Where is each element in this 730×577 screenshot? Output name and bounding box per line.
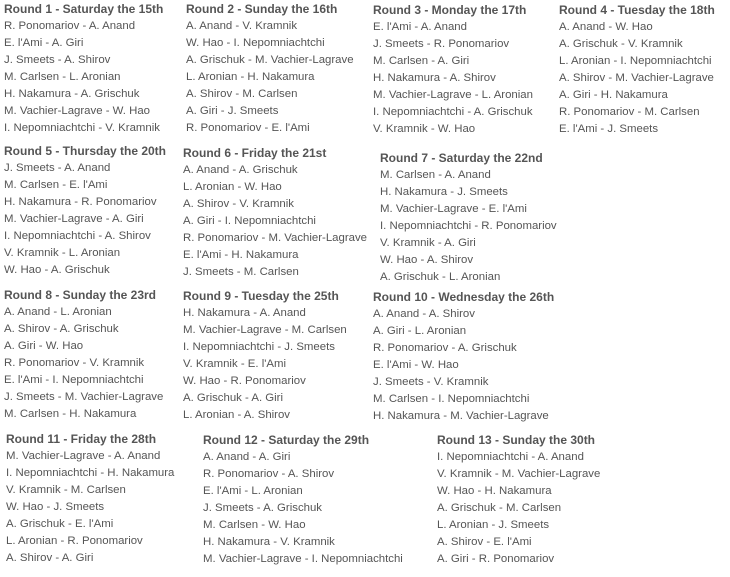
round-title: Round 8 - Sunday the 23rd	[4, 288, 157, 302]
game-pairing: A. Giri - I. Nepomniachtchi	[183, 215, 316, 227]
round-10	[373, 289, 554, 425]
game-pairing: H. Nakamura - J. Smeets	[380, 186, 508, 198]
game-list	[373, 306, 554, 425]
game-list	[559, 19, 715, 138]
game-pairing: R. Ponomariov - A. Shirov	[203, 468, 335, 480]
round-5	[4, 143, 166, 279]
game-list	[186, 18, 354, 137]
game-pairing: E. l'Ami - H. Nakamura	[183, 249, 299, 261]
round-8	[4, 287, 163, 423]
game-pairing: R. Ponomariov - E. l'Ami	[186, 122, 310, 134]
round-title: Round 3 - Monday the 17th	[373, 3, 527, 17]
game-pairing: R. Ponomariov - M. Carlsen	[559, 106, 700, 118]
game-list	[203, 449, 403, 568]
round-11	[6, 431, 174, 567]
game-pairing: I. Nepomniachtchi - R. Ponomariov	[380, 220, 557, 232]
round-title: Round 9 - Tuesday the 25th	[183, 289, 339, 303]
game-list	[373, 19, 533, 138]
game-pairing: I. Nepomniachtchi - J. Smeets	[183, 341, 335, 353]
game-pairing: J. Smeets - R. Ponomariov	[373, 38, 510, 50]
round-9	[183, 288, 347, 424]
round-title: Round 12 - Saturday the 29th	[203, 433, 370, 447]
game-pairing: A. Grischuk - L. Aronian	[380, 271, 501, 283]
game-pairing: A. Giri - W. Hao	[4, 340, 84, 352]
round-12	[203, 432, 403, 568]
game-pairing: W. Hao - A. Shirov	[380, 254, 474, 266]
game-pairing: L. Aronian - A. Shirov	[183, 409, 291, 421]
round-4	[559, 2, 715, 138]
game-pairing: V. Kramnik - M. Vachier-Lagrave	[437, 468, 601, 480]
round-6	[183, 145, 367, 281]
game-pairing: M. Vachier-Lagrave - W. Hao	[4, 105, 151, 117]
game-pairing: A. Shirov - A. Giri	[6, 552, 94, 564]
game-pairing: H. Nakamura - A. Anand	[183, 307, 306, 319]
round-title: Round 1 - Saturday the 15th	[4, 2, 164, 16]
game-pairing: H. Nakamura - A. Shirov	[373, 72, 496, 84]
game-pairing: A. Shirov - M. Carlsen	[186, 88, 298, 100]
game-pairing: I. Nepomniachtchi - H. Nakamura	[6, 467, 175, 479]
game-pairing: M. Vachier-Lagrave - E. l'Ami	[380, 203, 527, 215]
game-list	[4, 304, 163, 423]
game-pairing: W. Hao - R. Ponomariov	[183, 375, 306, 387]
game-pairing: M. Carlsen - E. l'Ami	[4, 179, 108, 191]
game-pairing: J. Smeets - A. Shirov	[4, 54, 111, 66]
game-pairing: A. Anand - A. Grischuk	[183, 164, 298, 176]
game-pairing: V. Kramnik - E. l'Ami	[183, 358, 287, 370]
round-title: Round 2 - Sunday the 16th	[186, 2, 338, 16]
game-pairing: A. Shirov - M. Vachier-Lagrave	[559, 72, 714, 84]
round-3	[373, 2, 533, 138]
game-pairing: A. Giri - R. Ponomariov	[437, 553, 555, 565]
game-pairing: A. Anand - A. Giri	[203, 451, 291, 463]
round-1	[4, 1, 163, 137]
game-pairing: M. Carlsen - H. Nakamura	[4, 408, 137, 420]
game-pairing: W. Hao - A. Grischuk	[4, 264, 110, 276]
game-pairing: A. Anand - L. Aronian	[4, 306, 112, 318]
game-list	[4, 160, 166, 279]
game-pairing: R. Ponomariov - M. Vachier-Lagrave	[183, 232, 368, 244]
game-pairing: E. l'Ami - A. Giri	[4, 37, 84, 49]
game-pairing: M. Vachier-Lagrave - M. Carlsen	[183, 324, 347, 336]
game-pairing: L. Aronian - R. Ponomariov	[6, 535, 143, 547]
round-title: Round 10 - Wednesday the 26th	[373, 290, 555, 304]
game-pairing: M. Carlsen - I. Nepomniachtchi	[373, 393, 530, 405]
game-list	[6, 448, 174, 567]
game-pairing: H. Nakamura - V. Kramnik	[203, 536, 335, 548]
game-pairing: V. Kramnik - W. Hao	[373, 123, 476, 135]
game-pairing: W. Hao - I. Nepomniachtchi	[186, 37, 325, 49]
round-2	[186, 1, 354, 137]
game-pairing: M. Vachier-Lagrave - A. Giri	[4, 213, 144, 225]
game-pairing: A. Grischuk - M. Vachier-Lagrave	[186, 54, 354, 66]
game-pairing: A. Grischuk - V. Kramnik	[559, 38, 683, 50]
game-pairing: R. Ponomariov - A. Anand	[4, 20, 136, 32]
round-title: Round 6 - Friday the 21st	[183, 146, 327, 160]
game-pairing: I. Nepomniachtchi - A. Grischuk	[373, 106, 533, 118]
game-pairing: E. l'Ami - L. Aronian	[203, 485, 303, 497]
game-pairing: A. Anand - W. Hao	[559, 21, 653, 33]
game-pairing: V. Kramnik - M. Carlsen	[6, 484, 126, 496]
round-13	[437, 432, 600, 568]
game-pairing: L. Aronian - H. Nakamura	[186, 71, 315, 83]
game-pairing: M. Vachier-Lagrave - A. Anand	[6, 450, 161, 462]
game-pairing: J. Smeets - A. Grischuk	[203, 502, 323, 514]
round-title: Round 5 - Thursday the 20th	[4, 144, 167, 158]
game-pairing: A. Giri - L. Aronian	[373, 325, 467, 337]
game-pairing: A. Shirov - A. Grischuk	[4, 323, 119, 335]
game-pairing: H. Nakamura - R. Ponomariov	[4, 196, 157, 208]
game-pairing: J. Smeets - V. Kramnik	[373, 376, 489, 388]
round-7	[380, 150, 557, 286]
game-pairing: M. Vachier-Lagrave - L. Aronian	[373, 89, 533, 101]
round-title: Round 7 - Saturday the 22nd	[380, 151, 543, 165]
game-pairing: H. Nakamura - M. Vachier-Lagrave	[373, 410, 549, 422]
game-list	[4, 18, 163, 137]
game-pairing: E. l'Ami - J. Smeets	[559, 123, 659, 135]
game-pairing: V. Kramnik - L. Aronian	[4, 247, 121, 259]
game-pairing: A. Grischuk - A. Giri	[183, 392, 284, 404]
round-title: Round 13 - Sunday the 30th	[437, 433, 596, 447]
game-pairing: M. Carlsen - L. Aronian	[4, 71, 121, 83]
game-pairing: A. Anand - V. Kramnik	[186, 20, 298, 32]
game-pairing: L. Aronian - J. Smeets	[437, 519, 550, 531]
game-pairing: M. Vachier-Lagrave - I. Nepomniachtchi	[203, 553, 403, 565]
game-pairing: M. Carlsen - A. Giri	[373, 55, 470, 67]
game-list	[380, 167, 557, 286]
game-pairing: I. Nepomniachtchi - V. Kramnik	[4, 122, 160, 134]
game-pairing: V. Kramnik - A. Giri	[380, 237, 476, 249]
game-pairing: A. Grischuk - M. Carlsen	[437, 502, 562, 514]
game-pairing: A. Anand - A. Shirov	[373, 308, 475, 320]
game-list	[437, 449, 600, 568]
game-pairing: A. Shirov - V. Kramnik	[183, 198, 294, 210]
game-list	[183, 305, 347, 424]
game-pairing: L. Aronian - I. Nepomniachtchi	[559, 55, 712, 67]
game-pairing: E. l'Ami - I. Nepomniachtchi	[4, 374, 144, 386]
game-pairing: I. Nepomniachtchi - A. Shirov	[4, 230, 151, 242]
game-pairing: W. Hao - J. Smeets	[6, 501, 105, 513]
game-pairing: R. Ponomariov - A. Grischuk	[373, 342, 517, 354]
game-pairing: H. Nakamura - A. Grischuk	[4, 88, 140, 100]
game-pairing: E. l'Ami - A. Anand	[373, 21, 467, 33]
game-pairing: E. l'Ami - W. Hao	[373, 359, 459, 371]
game-pairing: M. Carlsen - W. Hao	[203, 519, 306, 531]
game-pairing: J. Smeets - M. Vachier-Lagrave	[4, 391, 164, 403]
game-pairing: W. Hao - H. Nakamura	[437, 485, 552, 497]
game-pairing: A. Giri - J. Smeets	[186, 105, 279, 117]
game-pairing: J. Smeets - A. Anand	[4, 162, 111, 174]
game-pairing: A. Giri - H. Nakamura	[559, 89, 668, 101]
round-title: Round 4 - Tuesday the 18th	[559, 3, 715, 17]
round-title: Round 11 - Friday the 28th	[6, 432, 157, 446]
game-pairing: L. Aronian - W. Hao	[183, 181, 282, 193]
game-pairing: M. Carlsen - A. Anand	[380, 169, 491, 181]
game-pairing: A. Grischuk - E. l'Ami	[6, 518, 114, 530]
game-list	[183, 162, 367, 281]
game-pairing: R. Ponomariov - V. Kramnik	[4, 357, 145, 369]
game-pairing: A. Shirov - E. l'Ami	[437, 536, 532, 548]
game-pairing: I. Nepomniachtchi - A. Anand	[437, 451, 584, 463]
game-pairing: J. Smeets - M. Carlsen	[183, 266, 299, 278]
